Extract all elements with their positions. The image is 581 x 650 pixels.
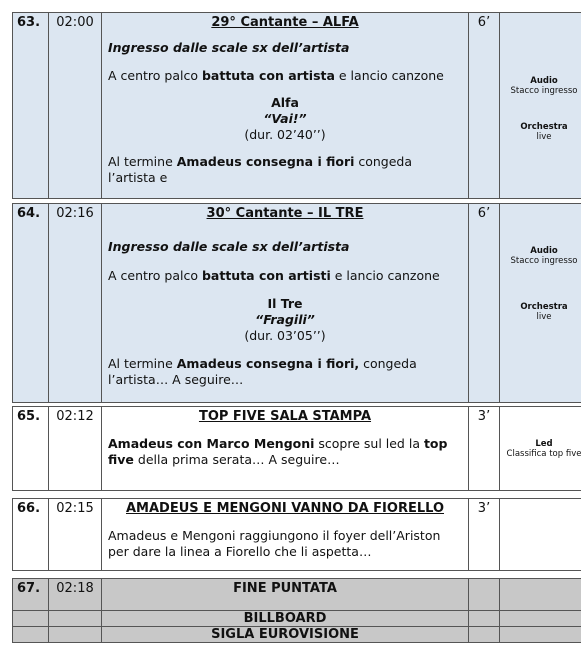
artist-name: Alfa bbox=[271, 95, 299, 110]
side-value: Stacco ingresso bbox=[510, 256, 578, 266]
tech-notes bbox=[500, 204, 581, 403]
row-title: TOP FIVE SALA STAMPA bbox=[198, 409, 372, 424]
row-duration: 6’ bbox=[469, 204, 500, 403]
side-value: live bbox=[536, 312, 552, 322]
row-content bbox=[102, 13, 469, 199]
stage-note: A centro palco battuta con artisti e lancio canzone bbox=[108, 268, 440, 283]
row-duration: 3’ bbox=[469, 499, 500, 571]
rundown-row bbox=[12, 203, 581, 403]
entrance-note: Ingresso dalle scale sx dell’artista bbox=[108, 40, 350, 55]
song-duration: (dur. 03’05’’) bbox=[244, 328, 326, 343]
side-value: live bbox=[536, 132, 552, 142]
rundown-row-end bbox=[12, 578, 581, 643]
tech-notes bbox=[500, 407, 581, 491]
billboard-label: BILLBOARD bbox=[243, 611, 327, 626]
row-content bbox=[102, 499, 469, 571]
row-number: 67. bbox=[13, 579, 49, 611]
side-label: Orchestra bbox=[520, 122, 568, 132]
row-title: AMADEUS E MENGONI VANNO DA FIORELLO bbox=[125, 501, 444, 516]
row-time: 02:16 bbox=[49, 204, 102, 403]
row-text: Amadeus e Mengoni raggiungono il foyer dell’Ariston per dare la linea a Fiorello che li aspetta… bbox=[108, 528, 441, 559]
row-number: 63. bbox=[13, 13, 49, 199]
row-time: 02:15 bbox=[49, 499, 102, 571]
side-value: Classifica top five bbox=[506, 449, 581, 459]
row-duration: 6’ bbox=[469, 13, 500, 199]
rundown-row bbox=[12, 12, 581, 199]
row-text: Amadeus con Marco Mengoni scopre sul led la top five della prima serata… A seguire… bbox=[108, 436, 448, 467]
row-content bbox=[102, 204, 469, 403]
closing-note: Al termine Amadeus consegna i fiori, congeda l’artista… A seguire… bbox=[108, 356, 417, 387]
row-duration: 3’ bbox=[469, 407, 500, 491]
rundown-row bbox=[12, 498, 581, 571]
row-time: 02:12 bbox=[49, 407, 102, 491]
stage-note: A centro palco battuta con artista e lancio canzone bbox=[108, 68, 444, 83]
row-number: 65. bbox=[13, 407, 49, 491]
billboard-cell bbox=[102, 611, 469, 627]
closing-note: Al termine Amadeus consegna i fiori congeda l’artista e bbox=[108, 154, 413, 185]
side-label: Audio bbox=[530, 246, 558, 256]
side-label: Orchestra bbox=[520, 302, 568, 312]
row-number: 66. bbox=[13, 499, 49, 571]
rundown-row bbox=[12, 406, 581, 491]
song-duration: (dur. 02’40’’) bbox=[244, 127, 326, 142]
side-label: Audio bbox=[530, 76, 558, 86]
sigla-label: SIGLA EUROVISIONE bbox=[211, 627, 359, 642]
tech-notes bbox=[500, 13, 581, 199]
row-content bbox=[102, 407, 469, 491]
row-title: FINE PUNTATA bbox=[233, 581, 337, 596]
side-label: Led bbox=[535, 439, 553, 449]
side-value: Stacco ingresso bbox=[510, 86, 578, 96]
artist-name: Il Tre bbox=[267, 296, 303, 311]
row-time: 02:00 bbox=[49, 13, 102, 199]
row-title: 29° Cantante – ALFA bbox=[211, 15, 359, 30]
entrance-note: Ingresso dalle scale sx dell’artista bbox=[108, 239, 350, 254]
row-title: 30° Cantante – IL TRE bbox=[206, 206, 364, 221]
row-content bbox=[102, 579, 469, 611]
song-title: “Fragili” bbox=[255, 312, 315, 327]
tech-notes bbox=[500, 499, 581, 571]
row-time: 02:18 bbox=[49, 579, 102, 611]
sigla-cell bbox=[102, 627, 469, 643]
row-number: 64. bbox=[13, 204, 49, 403]
song-title: “Vai!” bbox=[263, 111, 307, 126]
